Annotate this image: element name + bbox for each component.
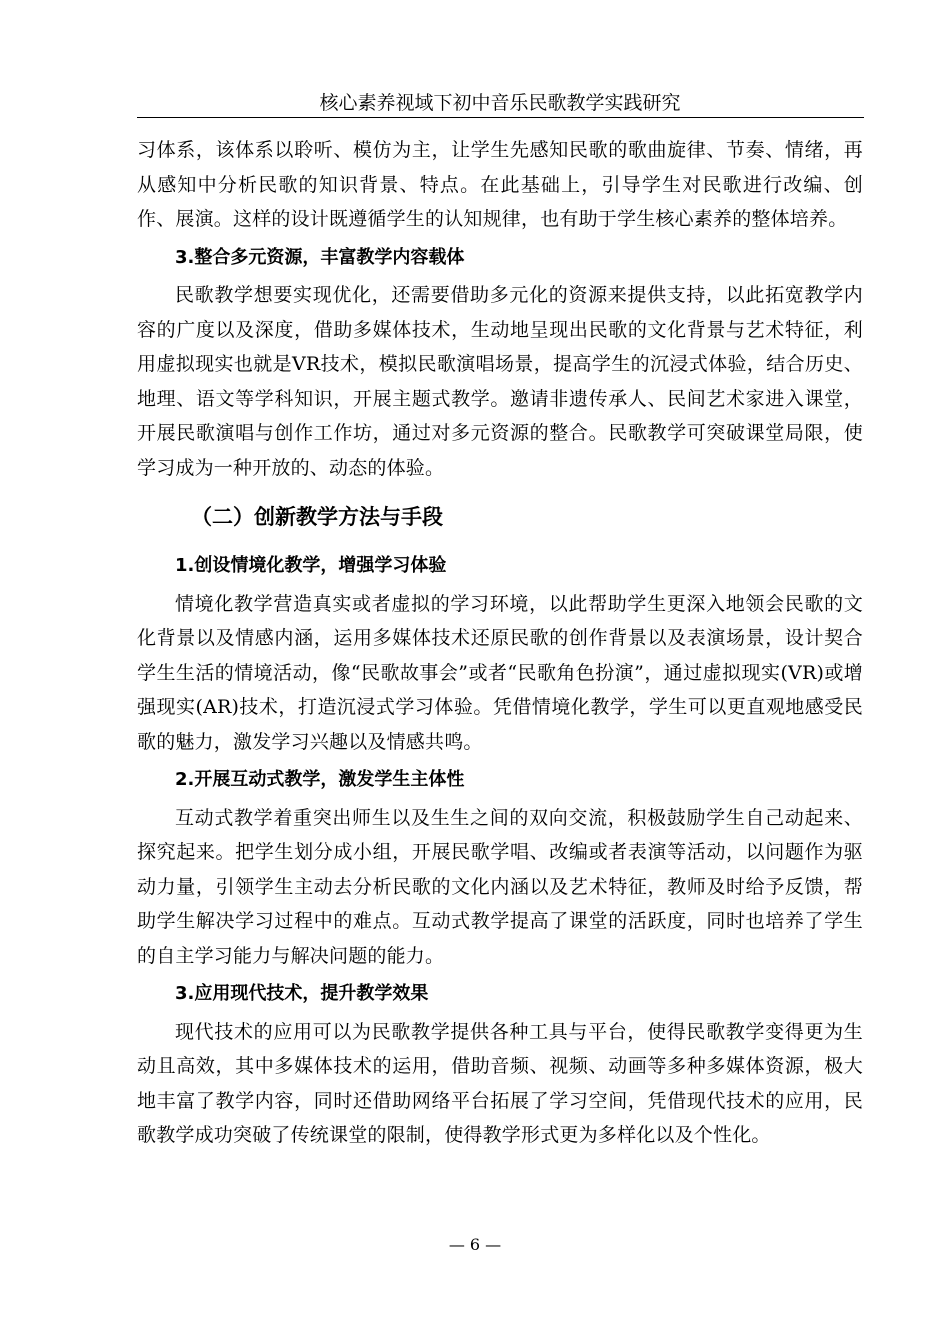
page-body bbox=[137, 133, 863, 1153]
subheading-situational-teaching: 1.创设情境化教学，增强学习体验 bbox=[175, 555, 447, 576]
paragraph-situational: 情境化教学营造真实或者虚拟的学习环境，以此帮助学生更深入地领会民歌的文化背景以及情感内涵，运用多媒体技术还原民歌的创作背景以及表演场景，设计契合学生生活的情境活动，像“民歌故事会”或者“民歌角色扮演”，通过虚拟现实(VR)或增强现实(AR)技术，打造沉浸式学习体验。凭借情境化教学，学生可以更直观地感受民歌的魅力，激发学习兴趣以及情感共鸣。 bbox=[137, 592, 863, 753]
header-rule bbox=[137, 117, 864, 118]
subheading-interactive-teaching: 2.开展互动式教学，激发学生主体性 bbox=[175, 769, 465, 790]
section-heading-innovate-methods: （二）创新教学方法与手段 bbox=[191, 505, 443, 529]
page-number: — 6 — bbox=[448, 1235, 502, 1254]
paragraph-continued: 习体系，该体系以聆听、模仿为主，让学生先感知民歌的歌曲旋律、节奏、情绪，再从感知中分析民歌的知识背景、特点。在此基础上，引导学生对民歌进行改编、创作、展演。这样的设计既遵循学生的认知规律，也有助于学生核心素养的整体培养。 bbox=[137, 139, 863, 230]
running-header-title: 核心素养视域下初中音乐民歌教学实践研究 bbox=[319, 92, 681, 114]
paragraph-resources: 民歌教学想要实现优化，还需要借助多元化的资源来提供支持，以此拓宽教学内容的广度以及深度，借助多媒体技术，生动地呈现出民歌的文化背景与艺术特征，利用虚拟现实也就是VR技术，模拟民歌演唱场景，提高学生的沉浸式体验，结合历史、地理、语文等学科知识，开展主题式教学。邀请非遗传承人、民间艺术家进入课堂，开展民歌演唱与创作工作坊，通过对多元资源的整合。民歌教学可突破课堂局限，使学习成为一种开放的、动态的体验。 bbox=[137, 284, 863, 479]
paragraph-technology: 现代技术的应用可以为民歌教学提供各种工具与平台，使得民歌教学变得更为生动且高效，其中多媒体技术的运用，借助音频、视频、动画等多种多媒体资源，极大地丰富了教学内容，同时还借助网络平台拓展了学习空间，凭借现代技术的应用，民歌教学成功突破了传统课堂的限制，使得教学形式更为多样化以及个性化。 bbox=[137, 1020, 863, 1146]
paragraph-interactive: 互动式教学着重突出师生以及生生之间的双向交流，积极鼓励学生自己动起来、探究起来。把学生划分成小组，开展民歌学唱、改编或者表演等活动，以问题作为驱动力量，引领学生主动去分析民歌的文化内涵以及艺术特征，教师及时给予反馈，帮助学生解决学习过程中的难点。互动式教学提高了课堂的活跃度，同时也培养了学生的自主学习能力与解决问题的能力。 bbox=[137, 806, 863, 967]
subheading-modern-technology: 3.应用现代技术，提升教学效果 bbox=[175, 983, 429, 1004]
subheading-integrate-resources: 3.整合多元资源，丰富教学内容载体 bbox=[175, 246, 465, 268]
